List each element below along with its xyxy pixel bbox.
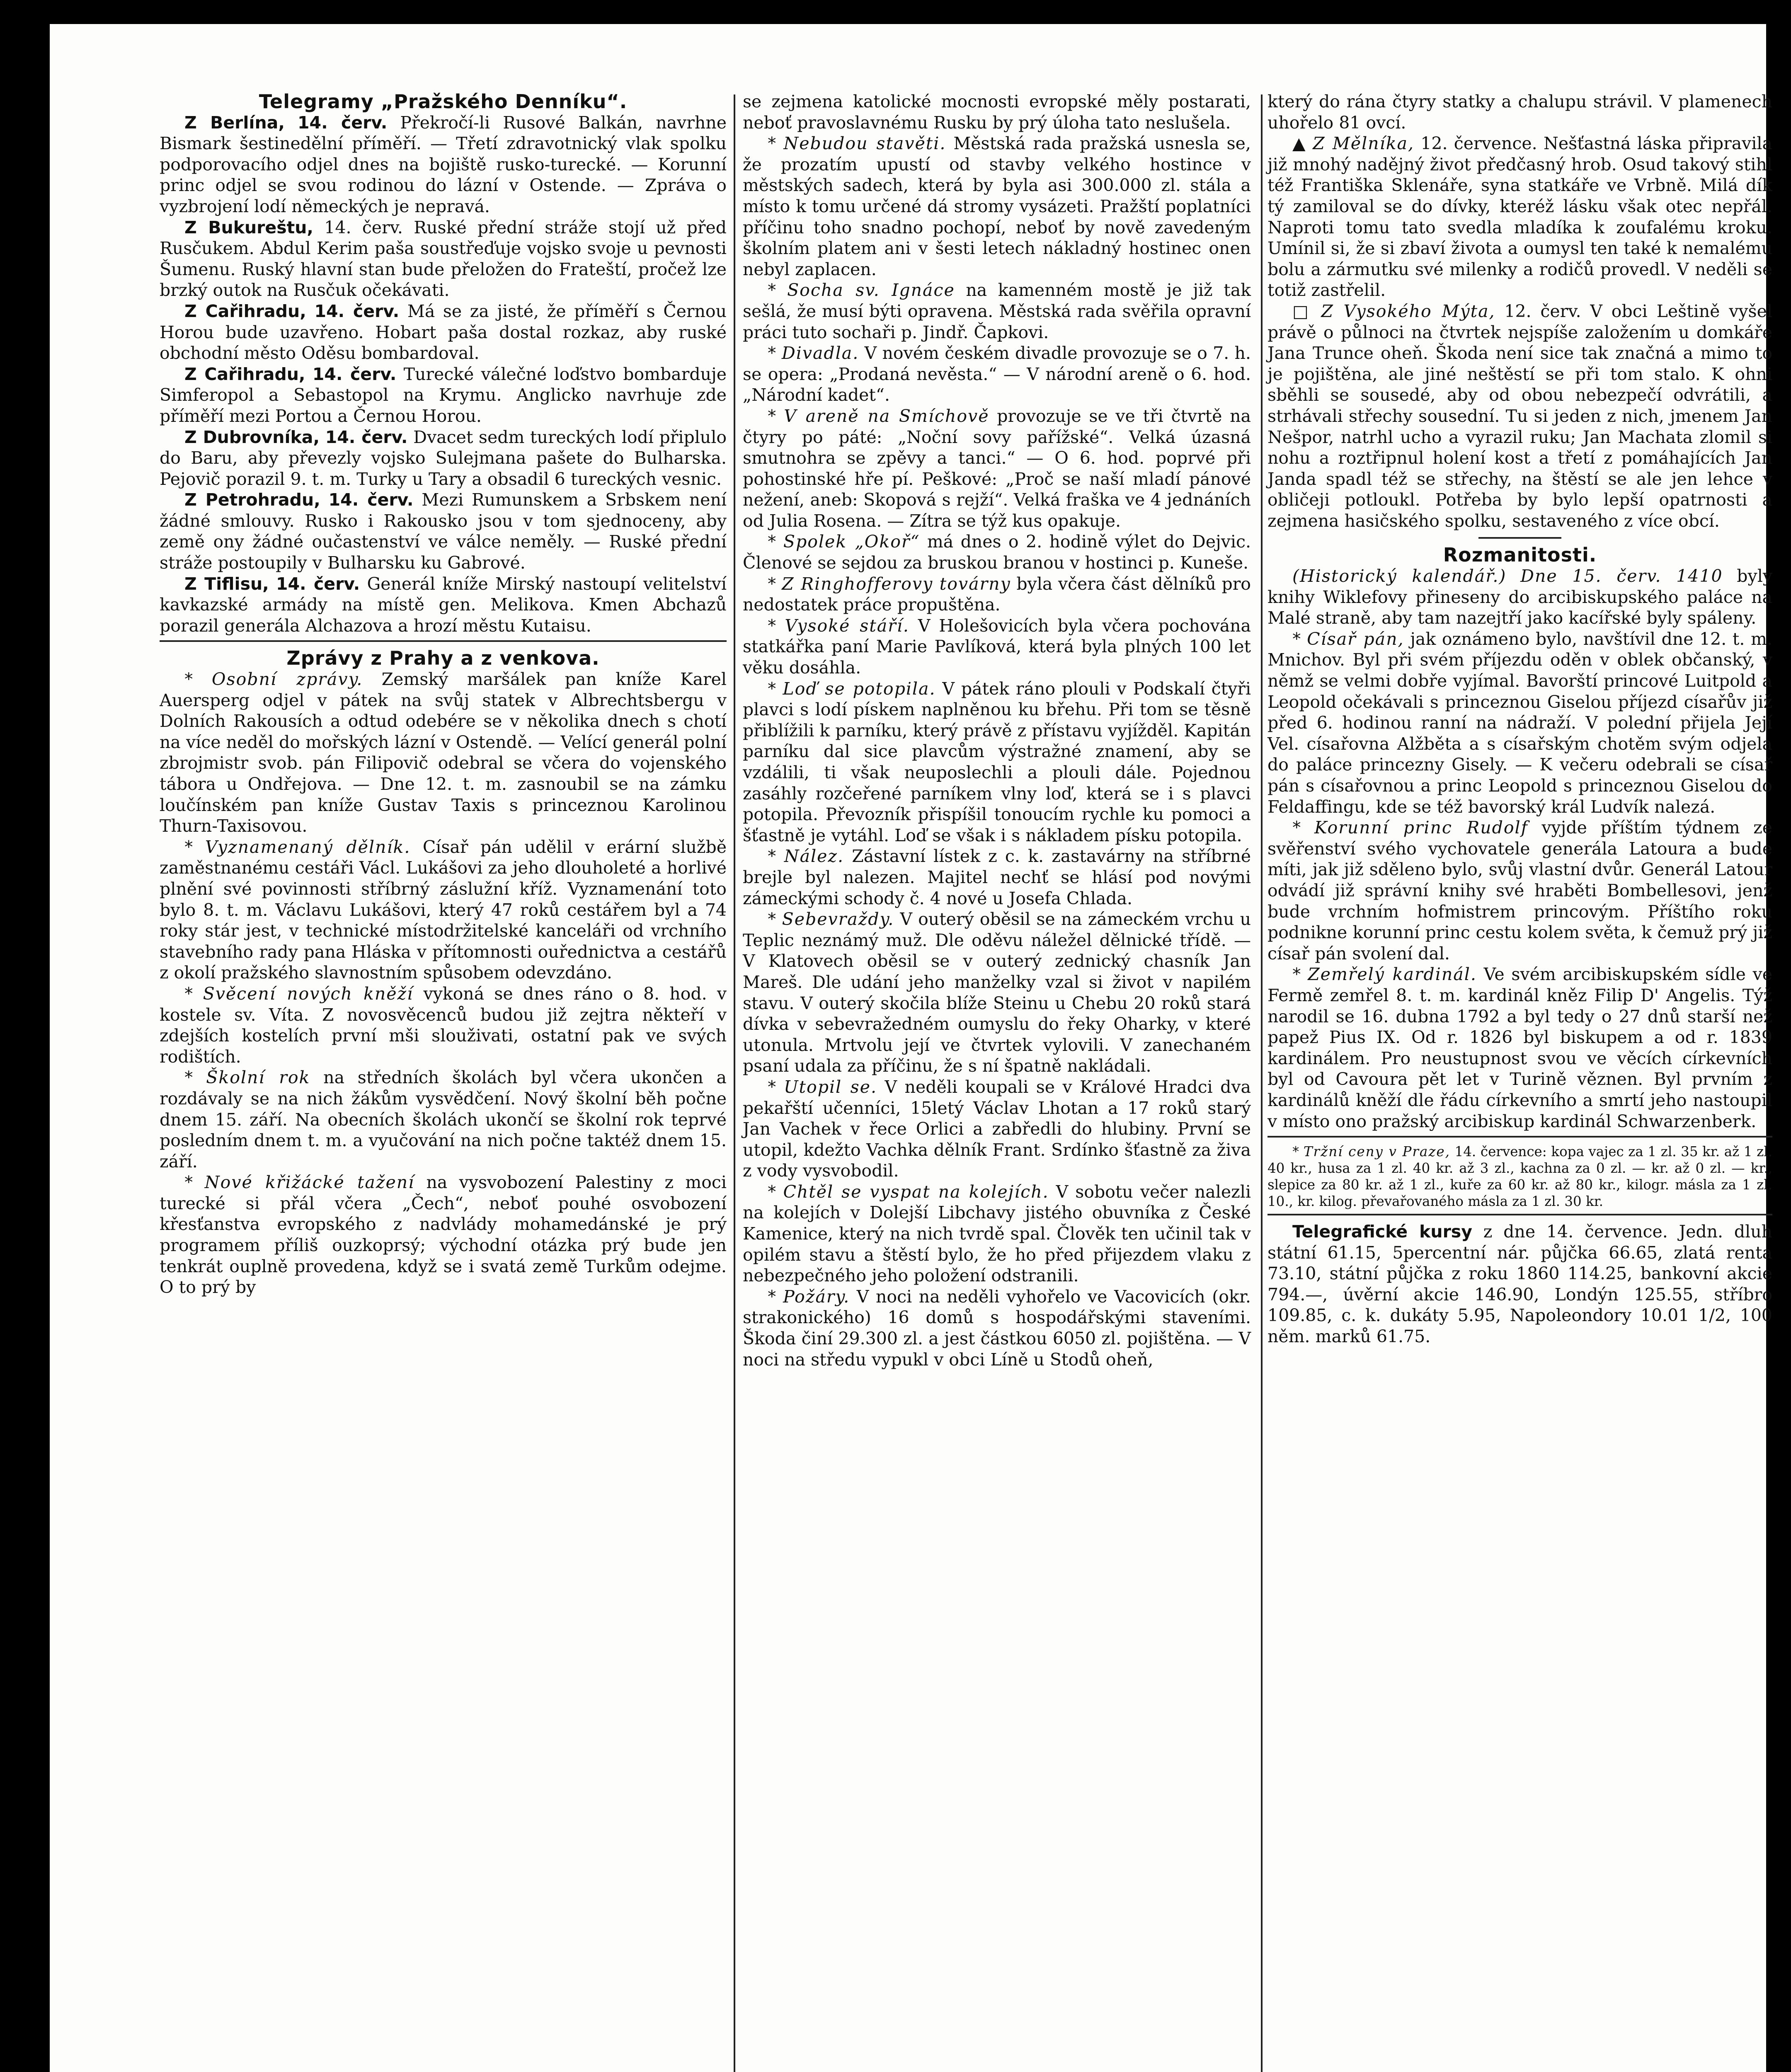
misc-heading: Rozmanitosti. bbox=[1443, 544, 1597, 566]
telegram-item: Z Petrohradu, 14. červ. Mezi Rumunskem a Srbskem není žádné smlouvy. Rusko i Rakousko jsou v tom sjednoceny, aby země ony žádné oučastenství ve válce neměly. — Ruské přední stráže postoupily v Bulharsku ku Gabrové. bbox=[160, 490, 727, 573]
news-item: * Utopil se. V neděli koupali se v Králové Hradci dva pekařští učenníci, 15letý Václav Lhotan a 17 roků starý Jan Vachek v řece Orlici a zabředli do hlubiny. První se utopil, kdežto Vachka dělník Frant. Srdínko šťastně za živa z vody vysvobodil. bbox=[743, 1077, 1251, 1181]
news-item: * Požáry. V noci na neděli vyhořelo ve Vacovicích (okr. strakonického) 16 domů s hospodářskými staveními. Škoda činí 29.300 zl. a jest částkou 6050 zl. pojištěna. — V noci na středu vypukl v obci Líně u Stodů oheň, bbox=[743, 1286, 1251, 1370]
news-list bbox=[160, 669, 727, 1298]
column-rule-left bbox=[734, 94, 735, 2072]
misc-item: * Zemřelý kardinál. Ve svém arcibiskupském sídle ve Fermě zemřel 8. t. m. kardinál kněz Filip D' Angelis. Týž narodil se 16. dubna 1792 a byl tedy o 27 dnů starší než papež Pius IX. Od r. 1826 byl biskupem a od r. 1839 kardinálem. Pro neustupnost svou ve věcích církevních byl od Cavoura pět let v Turině věznen. Byl prvním z kardinálů kněží dle řádu církevního a smrtí jeho nastoupil v místo ono pražský arcibiskup kardinál Schwarzenberk. bbox=[1268, 964, 1772, 1131]
market-prices: * Tržní ceny v Praze, 14. července: kopa vajec za 1 zl. 35 kr. až 1 zl. 40 kr., husa za 1 zl. 40 kr. až 3 zl., kachna za 0 zl. — kr. až 0 zl. — kr., slepice za 80 kr. až 1 zl., kuře za 60 kr. až 80 kr., kilogr. másla za 1 zl. 10., kr. kilog. převařovaného másla za 1 zl. 30 kr. bbox=[1268, 1144, 1772, 1210]
telegram-list bbox=[160, 112, 727, 637]
telegram-item: Z Cařihradu, 14. červ. Turecké válečné loďstvo bombarduje Simferopol a Sebastopol na Krymu. Anglicko navrhuje zde příměří mezi Portou a Černou Horou. bbox=[160, 364, 727, 426]
square-icon: □ bbox=[1292, 301, 1312, 321]
section-divider bbox=[1268, 1136, 1772, 1138]
news-item: □ Z Vysokého Mýta, 12. červ. V obci Leštině vyšel právě o půlnoci na čtvrtek nejspíše založením u domkáře Jana Trunce oheň. Škoda není sice tak značná a mimo to je pojištěna, ale jiné neštěstí se při tom stalo. K ohni sběhli se sousedé, aby od obou nebezpečí odvrátili, a strhávali střechy sousední. Tu si jeden z nich, jmenem Jan Nešpor, natrhl ucho a vyrazil ruku; Jan Machata zlomil si nohu a roztřipnul holení kost a třetí z pomáhajících Jan Janda spadl též se střechy, na štěstí se ale jen lehce v obličeji potloukl. Potřeba by bylo lepší opatrnosti a zejmena hasičského spolku, sestaveného z více obcí. bbox=[1268, 301, 1772, 531]
misc-item: * Císař pán, jak oznámeno bylo, navštívil dne 12. t. m. Mnichov. Byl při svém příjezdu oděn v oblek občanský, v němž se velmi dobře vyjímal. Bavorští princové Luitpold a Leopold očekávali s princeznou Giselou příjezd císařův již před 6. hodinou ranní na nádraží. V polední přijela Její Vel. císařovna Alžběta a s císařským chotěm svým odjela do paláce princezny Gisely. — K večeru odebrali se císař pán s císařovnou a princ Leopold s princeznou Giselou do Feldaffingu, kde se též bavorský král Ludvík nalezá. bbox=[1268, 629, 1772, 817]
scan-border-left bbox=[0, 0, 50, 2072]
news-heading: Zprávy z Prahy a z venkova. bbox=[286, 647, 600, 670]
continuation-text: se zejmena katolické mocnosti evropské měly postarati, neboť pravoslavnému Rusku by prý úloha tato neslušela. bbox=[743, 92, 1251, 133]
telegram-item: Z Bukureštu, 14. červ. Ruské přední stráže stojí už před Rusčukem. Abdul Kerim paša soustřeďuje vojsko svoje u pevnosti Šumenu. Ruský hlavní stan bude přeložen do Frateští, pročež lze brzký outok na Rusčuk očekávati. bbox=[160, 217, 727, 300]
news-item: * Nebudou stavěti. Městská rada pražská usnesla se, že prozatím upustí od stavby velkého hostince v městských sadech, která by byla asi 300.000 zl. stála a místo k tomu určené dá stromy vysázeti. Pražští poplatníci příčinu toho snadno pochopí, neboť by nově zavedeným školním platem ani v šesti letech nákladný hostinec onen nebyl zaplacen. bbox=[743, 133, 1251, 279]
news-item: * Chtěl se vyspat na kolejích. V sobotu večer nalezli na kolejích v Dolejší Libchavy jistého obuvníka z České Kamenice, který na nich tvrdě spal. Člověk ten učinil tak v opilém stavu a štěstí bylo, že ho před přijezdem vlaku z nebezpečného jeho položení odstranili. bbox=[743, 1181, 1251, 1286]
news-item: * Spolek „Okoř“ má dnes o 2. hodině výlet do Dejvic. Členové se sejdou za bruskou branou v hostinci p. Kuneše. bbox=[743, 532, 1251, 573]
news-item: ▲ Z Mělníka, 12. července. Nešťastná láska připravila již mnohý nadějný život předčasný hrob. Osud takový stihl též Františka Sklenáře, syna statkáře ve Vrbně. Milá dík tý zamiloval se do dívky, kteréž lásku však otec nepřál. Naproti tomu tato svedla mladíka k zoufalému kroku. Umínil si, že si zbaví života a oumysl ten také k nemalému bolu a zármutku své milenky a rodičů provedl. V neděli se totiž zastřelil. bbox=[1268, 133, 1772, 300]
news-item: * Socha sv. Ignáce na kamenném mostě je již tak sešlá, že musí býti opravena. Městská rada svěřila opravní práci tuto sochaři p. Jindř. Čapkovi. bbox=[743, 280, 1251, 342]
triangle-icon: ▲ bbox=[1292, 133, 1306, 154]
news-item: * Osobní zprávy. Zemský maršálek pan kníže Karel Auersperg odjel v pátek na svůj statek v Albrechtsbergu v Dolních Rakousích a odtud odebére se v několika dnech s chotí na více neděl do mořských lázní v Ostendě. — Velící generál polní zbrojmistr svob. pán Filipovič odebral se včera do vojenského tábora u Ondřejova. — Dne 12. t. m. zasnoubil se na zámku loučínském pan kníže Gustav Taxis s princeznou Karolinou Thurn-Taxisovou. bbox=[160, 669, 727, 836]
news-item: * Svěcení nových kněží vykoná se dnes ráno o 8. hod. v kostele sv. Víta. Z novosvěcenců budou již zejtra někteří v zdejších kostelích první mši slouživati, ostatní pak ve svých rodištích. bbox=[160, 983, 727, 1067]
regional-news-list bbox=[1268, 133, 1772, 531]
section-divider bbox=[1478, 537, 1561, 539]
misc-list bbox=[1268, 566, 1772, 1132]
column-3 bbox=[1268, 91, 1772, 1347]
news-item: * Vysoké stáří. V Holešovicích byla včera pochována statkářka paní Marie Pavlíková, která byla plných 100 let věku dosáhla. bbox=[743, 615, 1251, 678]
news-item: * Nález. Zástavní lístek z c. k. zastavárny na stříbrné brejle byl nalezen. Majitel nechť se hlásí pod novými zámeckými schody č. 4 nové u Josefa Chlada. bbox=[743, 846, 1251, 908]
news-item: * Loď se potopila. V pátek ráno plouli v Podskalí čtyři plavci s lodí pískem naplněnou ku břehu. Při tom se těsně přiblížili k parníku, který právě z přístavu vyjížděl. Kapitán parníku dal sice plavcům výstražné znamení, aby se vzdálili, ti však neuposlechli a plouli dále. Pojednou zasáhly rozčeřené parníkem vlny loď, která se i s plavci potopila. Převozník přispíšil tonoucím rychle ku pomoci a šťastně je vytáhl. Loď se však i s nákladem písku potopila. bbox=[743, 678, 1251, 845]
section-divider bbox=[1268, 1214, 1772, 1215]
scan-border-top bbox=[0, 0, 1791, 24]
column-1 bbox=[160, 91, 727, 1298]
misc-item: * Korunní princ Rudolf vyjde příštím týdnem ze svěřenství svého vychovatele generála Latoura a bude míti, jak již sděleno bylo, svůj vlastní dvůr. Generál Latour odvádí již správní knihy své hraběti Bombellesovi, jenž bude vrchním hofmistrem princovým. Příštího roku podnikne korunní princ cestu kolem světa, k čemuž prý již císař pán svolení dal. bbox=[1268, 818, 1772, 963]
continuation-text: který do rána čtyry statky a chalupu strávil. V plamenech uhořelo 81 ovcí. bbox=[1268, 92, 1772, 133]
section-divider bbox=[160, 640, 727, 642]
telegram-item: Z Cařihradu, 14. červ. Má se za jisté, že příměří s Černou Horou bude uzavřeno. Hobart paša dostal rozkaz, aby ruské obchodní město Oděsu bombardoval. bbox=[160, 301, 727, 363]
news-item: * V areně na Smíchově provozuje se ve tři čtvrtě na čtyry po páté: „Noční sovy pařížské“. Velká úzasná smutnohra se zpěvy a tanci.“ — O 6. hod. poprvé při pohostinské hře pí. Peškové: „Proč se naší mladí pánové nežení, aneb: Skopová s rejží“. Velká fraška ve 4 jednáních od Julia Rosena. — Zítra se týž kus opakuje. bbox=[743, 406, 1251, 531]
news-item: * Sebevraždy. V outerý oběsil se na zámeckém vrchu u Teplic neznámý muž. Dle oděvu náležel dělnické třídě. — V Klatovech oběsil se v outerý zednický chasník Jan Mareš. Dle udání jeho manželky vzal si život v napilém stavu. V outerý skočila blíže Steinu u Chebu 20 roků stará dívka v sebevražedném oumyslu do řeky Oharky, v které utonula. Mrtvolu její ve čtvrtek vylovili. V zanechaném psaní udala za příčinu, že s ní špatně nakládali. bbox=[743, 909, 1251, 1076]
news-item: * Vyznamenaný dělník. Císař pán udělil v erární službě zaměstnanému cestáři Václ. Lukášovi za jeho dlouholeté a horlivé plnění své povinnosti stříbrný záslužní kříž. Vyznamenání toto bylo 8. t. m. Václavu Lukášovi, který 47 roků cestářem byl a 74 roky stár jest, v technické místodržitelské kanceláři od vrchního stavebního rady pana Hláska v přítomnosti ouřednictva a cestářů z okolí pražského slavnostním spůsobem odevzdáno. bbox=[160, 837, 727, 983]
telegrams-heading: Telegramy „Pražského Denníku“. bbox=[259, 90, 628, 113]
telegram-item: Z Dubrovníka, 14. červ. Dvacet sedm tureckých lodí připlulo do Baru, aby převezly vojsko Sulejmana pašete do Bulharska. Pejovič porazil 9. t. m. Turky u Tary a obsadil 6 tureckých vesnic. bbox=[160, 427, 727, 489]
news-list bbox=[743, 133, 1251, 1370]
misc-item: (Historický kalendář.) Dne 15. červ. 1410 byly knihy Wiklefovy přineseny do arcibiskupského paláce na Malé straně, aby tam nazejtří jako kacířské byly spáleny. bbox=[1268, 566, 1772, 628]
exchange-rates: Telegrafické kursy z dne 14. července. Jedn. dluh státní 61.15, 5percentní nár. půjčka 66.65, zlatá renta 73.10, státní půjčka z roku 1860 114.25, bankovní akcie 794.—, úvěrní akcie 146.90, Londýn 125.55, stříbro 109.85, c. k. dukáty 5.95, Napoleondory 10.01 1/2, 100 něm. marků 61.75. bbox=[1268, 1222, 1772, 1347]
news-item: * Nové křižácké tažení na vysvobození Palestiny z moci turecké si přál včera „Čech“, neboť pouhé osvobození křesťanstva evropského z nadvlády mohamedánské je prý programem příliš ouzkoprsý; východní otázka prý bude jen tenkrát ouplně provedena, když se i svatá země Turkům odejme. O to prý by bbox=[160, 1172, 727, 1297]
news-item: * Školní rok na středních školách byl včera ukončen a rozdávaly se na nich žákům vysvědčení. Nový školní běh počne dnem 15. září. Na obecních školách ukončí se školní rok teprvé posledním dnem t. m. a vyučování na nich počne taktéž dnem 15. září. bbox=[160, 1067, 727, 1172]
telegram-item: Z Tiflisu, 14. červ. Generál kníže Mirský nastoupí velitelství kavkazské armády na místě gen. Melikova. Kmen Abchazů porazil generála Alchazova a hrozí městu Kutaisu. bbox=[160, 574, 727, 636]
news-item: * Divadla. V novém českém divadle provozuje se o 7. h. se opera: „Prodaná nevěsta.“ — V národní areně o 6. hod. „Národní kadet“. bbox=[743, 343, 1251, 405]
scan-border-corner bbox=[1675, 0, 1791, 21]
column-rule-right bbox=[1261, 94, 1263, 2072]
column-2 bbox=[743, 91, 1251, 1370]
telegram-item: Z Berlína, 14. červ. Překročí-li Rusové Balkán, navrhne Bismark šestinedělní příměří. — Třetí zdravotnický vlak spolku podporovacího odjel dnes na bojiště rusko-turecké. — Korunní princ odjel se svou rodinou do lázní v Ostende. — Zpráva o vyzbrojení lodí německých je nepravá. bbox=[160, 112, 727, 216]
news-item: * Z Ringhofferovy továrny byla včera část dělníků pro nedostatek práce propuštěna. bbox=[743, 574, 1251, 615]
